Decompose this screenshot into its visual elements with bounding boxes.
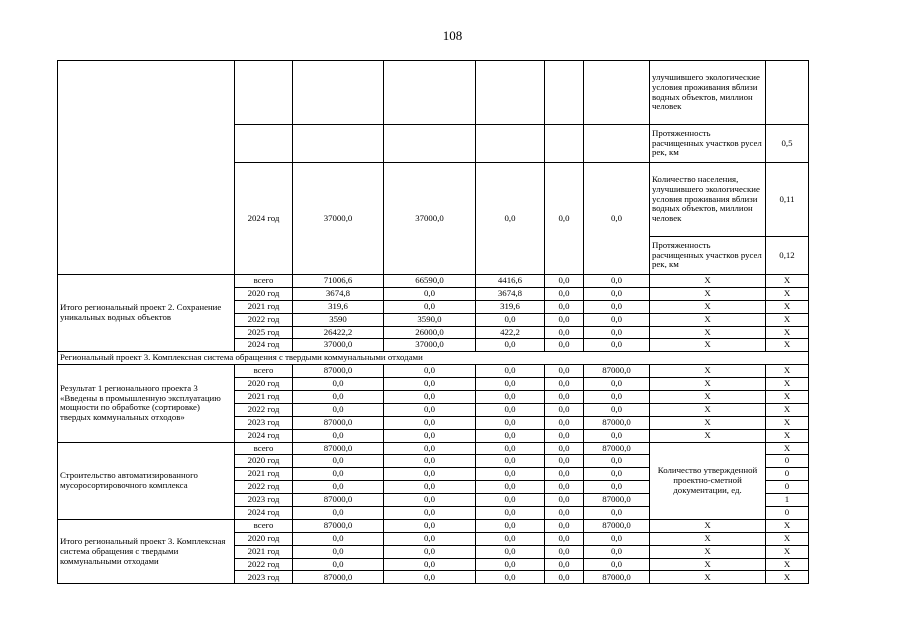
value-cell: 0,0 xyxy=(293,507,384,520)
year-cell: 2020 год xyxy=(235,378,293,391)
indicator-cell: Х xyxy=(650,339,766,352)
value-cell: 0,0 xyxy=(293,455,384,468)
value-cell: 0,0 xyxy=(545,313,584,326)
value-cell: 0,0 xyxy=(584,287,650,300)
value-cell: 26000,0 xyxy=(384,326,476,339)
value-cell: 37000,0 xyxy=(293,163,384,275)
year-cell: 2020 год xyxy=(235,455,293,468)
value-cell: 37000,0 xyxy=(384,163,476,275)
indicator-value: Х xyxy=(766,442,809,455)
value-cell: 0,0 xyxy=(545,275,584,288)
value-cell: 0,0 xyxy=(584,507,650,520)
table-row xyxy=(58,365,809,378)
value-cell: 0,0 xyxy=(476,403,545,416)
indicator-value: Х xyxy=(766,429,809,442)
value-cell: 0,0 xyxy=(384,494,476,507)
value-cell: 0,0 xyxy=(545,429,584,442)
value-cell: 0,0 xyxy=(476,429,545,442)
year-cell: 2023 год xyxy=(235,416,293,429)
value-cell: 26422,2 xyxy=(293,326,384,339)
value-cell: 0,0 xyxy=(384,571,476,584)
value-cell: 0,0 xyxy=(476,481,545,494)
value-cell: 87000,0 xyxy=(293,442,384,455)
value-cell: 0,0 xyxy=(384,455,476,468)
indicator-value: Х xyxy=(766,519,809,532)
indicator-cell: Х xyxy=(650,416,766,429)
year-cell: 2023 год xyxy=(235,571,293,584)
indicator-cell: Х xyxy=(650,287,766,300)
year-cell: всего xyxy=(235,442,293,455)
year-cell: всего xyxy=(235,519,293,532)
value-cell: 0,0 xyxy=(476,519,545,532)
value-cell: 0,0 xyxy=(384,468,476,481)
value-cell: 0,0 xyxy=(545,378,584,391)
indicator-name: Количество утвержденной проектно-сметной документации, ед. xyxy=(650,442,766,519)
value-cell: 0,0 xyxy=(476,558,545,571)
value-cell: 0,0 xyxy=(584,391,650,404)
indicator-cell: Х xyxy=(650,378,766,391)
value-cell: 0,0 xyxy=(476,391,545,404)
value-cell: 0,0 xyxy=(545,545,584,558)
value-cell: 0,0 xyxy=(476,545,545,558)
value-cell: 0,0 xyxy=(384,429,476,442)
value-cell: 0,0 xyxy=(545,339,584,352)
value-cell: 0,0 xyxy=(545,494,584,507)
value-cell: 0,0 xyxy=(384,545,476,558)
value-cell: 0,0 xyxy=(584,429,650,442)
year-cell: 2022 год xyxy=(235,403,293,416)
value-cell: 422,2 xyxy=(476,326,545,339)
value-cell: 3590,0 xyxy=(384,313,476,326)
value-cell: 0,0 xyxy=(476,313,545,326)
year-cell: 2024 год xyxy=(235,339,293,352)
value-cell: 0,0 xyxy=(476,571,545,584)
year-cell: всего xyxy=(235,275,293,288)
value-cell: 0,0 xyxy=(384,442,476,455)
value-cell: 0,0 xyxy=(384,481,476,494)
value-cell: 0,0 xyxy=(545,442,584,455)
value-cell: 87000,0 xyxy=(293,416,384,429)
value-cell: 319,6 xyxy=(476,300,545,313)
indicator-value: 0 xyxy=(766,507,809,520)
value-cell: 0,0 xyxy=(584,532,650,545)
budget-table xyxy=(57,60,809,584)
indicator-value: Х xyxy=(766,313,809,326)
value-cell: 0,0 xyxy=(584,275,650,288)
value-cell: 0,0 xyxy=(545,558,584,571)
page-number: 108 xyxy=(442,28,463,43)
indicator-people: Количество населения, улучшившего экологические условия проживания вблизи водных объектов, миллион человек xyxy=(650,163,766,237)
indicator-cell: Х xyxy=(650,519,766,532)
value-cell: 0,0 xyxy=(293,545,384,558)
indicator-cell: Х xyxy=(650,429,766,442)
value-cell: 0,0 xyxy=(476,468,545,481)
indicator-value: 0 xyxy=(766,468,809,481)
value-cell: 0,0 xyxy=(584,558,650,571)
value-cell: 87000,0 xyxy=(584,571,650,584)
indicator-value: Х xyxy=(766,326,809,339)
value-cell: 0,0 xyxy=(584,468,650,481)
value-cell: 0,0 xyxy=(584,300,650,313)
value-cell: 37000,0 xyxy=(293,339,384,352)
value-cell: 0,0 xyxy=(584,545,650,558)
table-row xyxy=(58,519,809,532)
indicator-cell: Х xyxy=(650,275,766,288)
value-cell: 0,0 xyxy=(545,391,584,404)
value-cell: 0,0 xyxy=(476,507,545,520)
indicator-value: 1 xyxy=(766,494,809,507)
value-cell: 0,0 xyxy=(545,468,584,481)
year-cell: всего xyxy=(235,365,293,378)
value-cell: 3674,8 xyxy=(293,287,384,300)
indicator-value: 0,11 xyxy=(766,163,809,237)
year-cell: 2021 год xyxy=(235,300,293,313)
indicator-cell: Х xyxy=(650,365,766,378)
value-cell: 0,0 xyxy=(293,403,384,416)
value-cell: 4416,6 xyxy=(476,275,545,288)
section-row xyxy=(58,352,809,365)
indicator-cell: Х xyxy=(650,300,766,313)
value-cell: 87000,0 xyxy=(293,494,384,507)
value-cell: 0,0 xyxy=(384,532,476,545)
year-cell: 2024 год xyxy=(235,163,293,275)
value-cell: 3674,8 xyxy=(476,287,545,300)
value-cell: 0,0 xyxy=(545,300,584,313)
indicator-continuation: улучшившего экологические условия проживания вблизи водных объектов, миллион человек xyxy=(650,61,766,125)
value-cell: 0,0 xyxy=(384,365,476,378)
indicator-value: Х xyxy=(766,275,809,288)
value-cell: 0,0 xyxy=(584,313,650,326)
table-row xyxy=(58,275,809,288)
value-cell: 0,0 xyxy=(293,391,384,404)
value-cell: 37000,0 xyxy=(384,339,476,352)
value-cell: 0,0 xyxy=(545,403,584,416)
indicator-value: Х xyxy=(766,300,809,313)
value-cell: 0,0 xyxy=(584,455,650,468)
value-cell: 0,0 xyxy=(384,378,476,391)
value-cell: 87000,0 xyxy=(293,571,384,584)
indicator-value: Х xyxy=(766,378,809,391)
value-cell: 0,0 xyxy=(476,532,545,545)
value-cell: 0,0 xyxy=(545,532,584,545)
year-cell: 2023 год xyxy=(235,494,293,507)
indicator-cell: Х xyxy=(650,313,766,326)
indicator-value: 0 xyxy=(766,455,809,468)
value-cell: 0,0 xyxy=(545,519,584,532)
value-cell: 66590,0 xyxy=(384,275,476,288)
desc-cell-empty xyxy=(58,61,235,275)
indicator-value: Х xyxy=(766,571,809,584)
value-cell: 0,0 xyxy=(545,481,584,494)
indicator-value: Х xyxy=(766,416,809,429)
value-cell: 0,0 xyxy=(293,481,384,494)
indicator-cell: Х xyxy=(650,571,766,584)
value-cell: 319,6 xyxy=(293,300,384,313)
value-cell: 0,0 xyxy=(545,365,584,378)
value-cell: 0,0 xyxy=(545,507,584,520)
indicator-cell: Х xyxy=(650,532,766,545)
year-cell: 2020 год xyxy=(235,532,293,545)
indicator-value: Х xyxy=(766,545,809,558)
value-cell: 0,0 xyxy=(545,287,584,300)
value-cell: 0,0 xyxy=(584,403,650,416)
indicator-value: Х xyxy=(766,391,809,404)
value-cell: 0,0 xyxy=(293,378,384,391)
value-cell: 0,0 xyxy=(584,481,650,494)
value-cell: 0,0 xyxy=(584,326,650,339)
year-cell: 2022 год xyxy=(235,313,293,326)
value-cell: 87000,0 xyxy=(584,519,650,532)
value-cell: 0,0 xyxy=(584,378,650,391)
value-cell: 0,0 xyxy=(384,403,476,416)
indicator-rivers-1: Протяженность расчищенных участков русел рек, км xyxy=(650,125,766,163)
value-cell: 0,0 xyxy=(384,391,476,404)
row-description: Результат 1 регионального проекта 3 «Введены в промышленную эксплуатацию мощности по обработке (сортировке) твердых коммунальных отходов» xyxy=(58,365,235,442)
value-cell: 0,0 xyxy=(384,416,476,429)
value-cell: 0,0 xyxy=(476,455,545,468)
indicator-value: Х xyxy=(766,287,809,300)
value-cell: 0,0 xyxy=(384,519,476,532)
row-description: Итого региональный проект 3. Комплексная система обращения с твердыми коммунальными отходами xyxy=(58,519,235,583)
indicator-value: 0,5 xyxy=(766,125,809,163)
value-cell: 3590 xyxy=(293,313,384,326)
table-row xyxy=(58,442,809,455)
year-cell: 2024 год xyxy=(235,507,293,520)
value-cell: 71006,6 xyxy=(293,275,384,288)
year-cell: 2025 год xyxy=(235,326,293,339)
value-cell: 0,0 xyxy=(476,365,545,378)
value-cell: 0,0 xyxy=(293,468,384,481)
indicator-value: 0 xyxy=(766,481,809,494)
value-cell: 0,0 xyxy=(545,571,584,584)
value-cell: 0,0 xyxy=(545,455,584,468)
value-cell: 0,0 xyxy=(476,378,545,391)
value-cell: 0,0 xyxy=(476,339,545,352)
value-cell: 0,0 xyxy=(293,429,384,442)
indicator-value: Х xyxy=(766,365,809,378)
row-description: Строительство автоматизированного мусоросортировочного комплекса xyxy=(58,442,235,519)
indicator-cell: Х xyxy=(650,403,766,416)
value-cell: 0,0 xyxy=(293,532,384,545)
value-cell: 87000,0 xyxy=(584,416,650,429)
value-cell: 0,0 xyxy=(476,494,545,507)
value-cell: 0,0 xyxy=(384,558,476,571)
year-cell: 2022 год xyxy=(235,558,293,571)
value-cell: 0,0 xyxy=(584,339,650,352)
indicator-value: Х xyxy=(766,339,809,352)
value-cell: 0,0 xyxy=(476,442,545,455)
value-cell: 0,0 xyxy=(545,326,584,339)
value-cell: 0,0 xyxy=(293,558,384,571)
value-cell: 0,0 xyxy=(384,300,476,313)
indicator-cell: Х xyxy=(650,545,766,558)
year-cell: 2021 год xyxy=(235,545,293,558)
value-cell: 87000,0 xyxy=(293,365,384,378)
value-cell: 87000,0 xyxy=(584,494,650,507)
value-cell: 0,0 xyxy=(584,163,650,275)
value-cell: 87000,0 xyxy=(293,519,384,532)
value-cell: 87000,0 xyxy=(584,365,650,378)
indicator-cell: Х xyxy=(650,558,766,571)
year-cell: 2024 год xyxy=(235,429,293,442)
value-cell: 0,0 xyxy=(384,507,476,520)
section-heading: Региональный проект 3. Комплексная система обращения с твердыми коммунальными отходами xyxy=(58,352,809,365)
indicator-rivers-2: Протяженность расчищенных участков русел рек, км xyxy=(650,237,766,275)
year-cell: 2021 год xyxy=(235,391,293,404)
indicator-value: Х xyxy=(766,403,809,416)
value-cell: 0,0 xyxy=(384,287,476,300)
value-cell: 0,0 xyxy=(545,163,584,275)
indicator-value: Х xyxy=(766,558,809,571)
indicator-cell: Х xyxy=(650,391,766,404)
value-cell: 0,0 xyxy=(476,163,545,275)
year-cell: 2020 год xyxy=(235,287,293,300)
value-cell: 0,0 xyxy=(545,416,584,429)
value-cell: 0,0 xyxy=(476,416,545,429)
indicator-value: 0,12 xyxy=(766,237,809,275)
value-cell: 87000,0 xyxy=(584,442,650,455)
year-cell: 2021 год xyxy=(235,468,293,481)
indicator-cell: Х xyxy=(650,326,766,339)
row-description: Итого региональный проект 2. Сохранение уникальных водных объектов xyxy=(58,275,235,352)
indicator-value: Х xyxy=(766,532,809,545)
year-cell: 2022 год xyxy=(235,481,293,494)
